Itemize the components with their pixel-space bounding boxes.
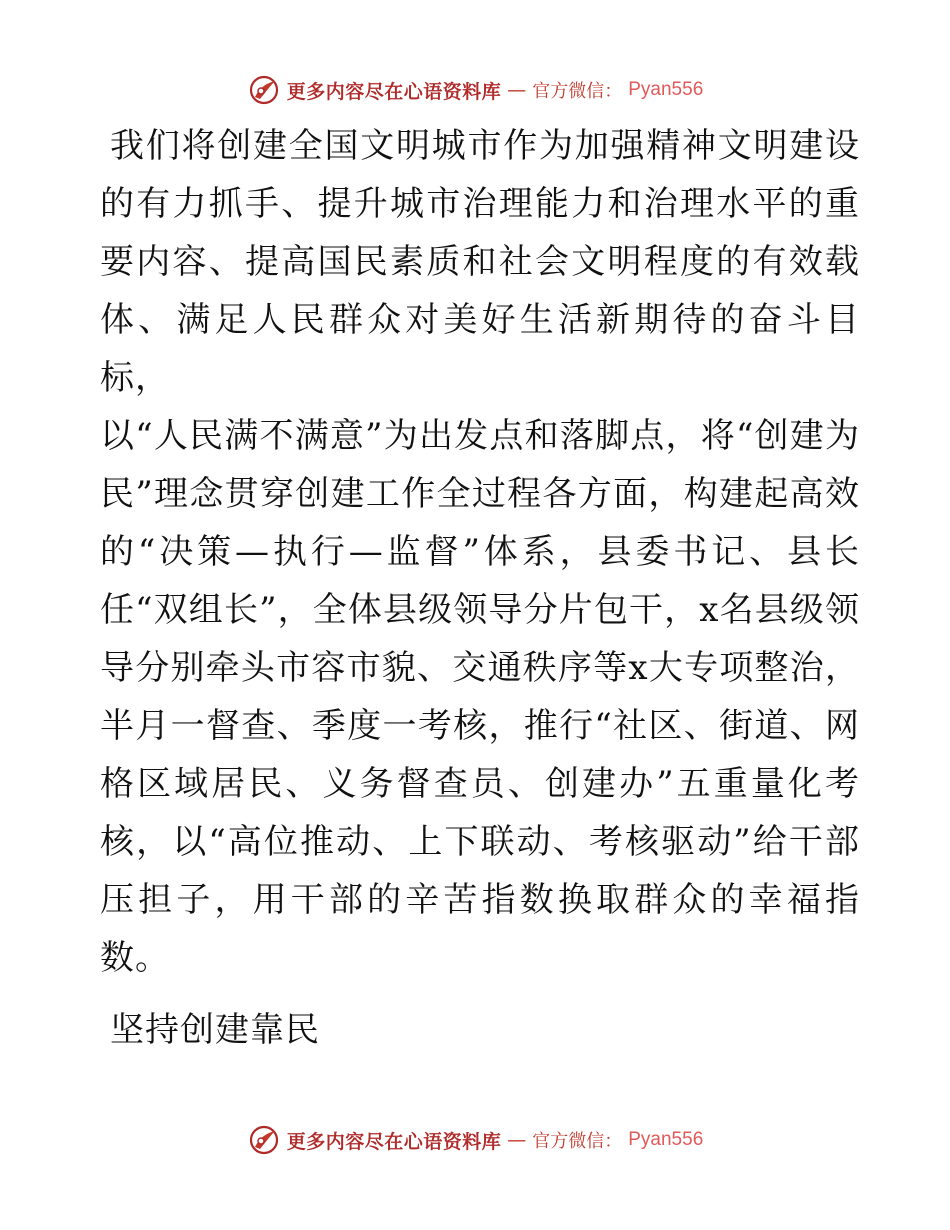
paragraph-main: 以“人民满不满意”为出发点和落脚点，将“创建为民”理念贯穿创建工作全过程各方面，构建起高效的“决策—执行—监督”体系，县委书记、县长任“双组长”，全体县级领导分片包干，x名县级领导分别牵头市容市貌、交通秩序等x大专项整治，半月一督查、季度一考核，推行“社区、街道、网格区域居民、义务督查员、创建办”五重量化考核，以“高位推动、上下联动、考核驱动”给干部压担子，用干部的辛苦指数换取群众的幸福指数。 [100, 416, 860, 978]
banner-wechat-label: 官方微信： [532, 81, 623, 102]
banner-wechat-id: Pyan556 [628, 79, 704, 100]
section-heading: 坚持创建靠民 [110, 1010, 320, 1050]
banner-separator: — [507, 79, 527, 101]
paragraph-intro: 我们将创建全国文明城市作为加强精神文明建设的有力抓手、提升城市治理能力和治理水平的重要内容、提高国民素质和社会文明程度的有效载体、满足人民群众对美好生活新期待的奋斗目标， [100, 126, 860, 398]
brand-logo-icon [247, 73, 281, 107]
footer-banner [0, 1120, 950, 1160]
banner-brand-text: 更多内容尽在心语资料库 [286, 80, 502, 103]
brand-logo-icon [247, 1123, 281, 1157]
banner-separator: — [507, 1129, 527, 1151]
header-banner [0, 70, 950, 110]
banner-brand-text: 更多内容尽在心语资料库 [286, 1130, 502, 1153]
banner-wechat-id: Pyan556 [628, 1129, 704, 1150]
document-body [100, 117, 860, 1059]
banner-wechat-label: 官方微信： [532, 1131, 623, 1152]
